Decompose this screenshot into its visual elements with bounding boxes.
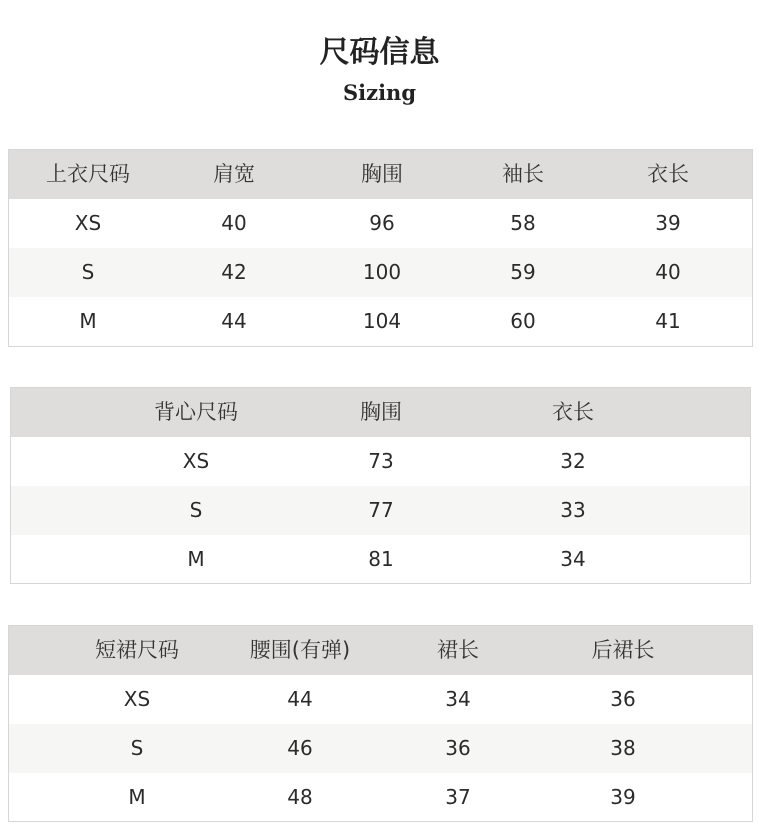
table-cell: 36 xyxy=(610,687,636,711)
column-header: 腰围(有弹) xyxy=(249,638,351,662)
table-row xyxy=(9,248,752,297)
table-cell: 96 xyxy=(369,211,395,235)
column-header: 袖长 xyxy=(502,162,544,186)
table-cell: 48 xyxy=(287,785,313,809)
table-cell: 34 xyxy=(445,687,471,711)
table-row xyxy=(9,773,752,822)
table-cell: 44 xyxy=(287,687,313,711)
table-cell: 40 xyxy=(655,260,681,284)
table-header-row xyxy=(9,150,752,199)
column-header: 衣长 xyxy=(647,162,689,186)
table-row xyxy=(9,297,752,346)
column-header: 短裙尺码 xyxy=(95,638,179,662)
column-header: 后裙长 xyxy=(591,638,655,662)
table-cell: M xyxy=(187,547,205,571)
table-cell: XS xyxy=(74,211,102,235)
column-header: 胸围 xyxy=(360,400,402,424)
table-cell: M xyxy=(128,785,146,809)
table-cell: 60 xyxy=(510,309,536,333)
table-cell: 42 xyxy=(221,260,247,284)
table-cell: 100 xyxy=(362,260,402,284)
table-cell: 73 xyxy=(368,449,394,473)
table-row xyxy=(11,486,750,535)
table-cell: 39 xyxy=(655,211,681,235)
table-row xyxy=(11,535,750,584)
column-header: 衣长 xyxy=(552,400,594,424)
table-cell: 32 xyxy=(560,449,586,473)
table-row xyxy=(9,724,752,773)
table-header-row xyxy=(11,388,750,437)
table-cell: 104 xyxy=(362,309,402,333)
table-cell: 36 xyxy=(445,736,471,760)
table-cell: 40 xyxy=(221,211,247,235)
table-cell: 46 xyxy=(287,736,313,760)
table-cell: 34 xyxy=(560,547,586,571)
table-cell: 81 xyxy=(368,547,394,571)
table-row xyxy=(11,437,750,486)
table-cell: XS xyxy=(123,687,151,711)
table-cell: 37 xyxy=(445,785,471,809)
vest-size-table xyxy=(10,387,751,584)
column-header: 裙长 xyxy=(437,638,479,662)
top-size-table xyxy=(8,149,753,347)
table-cell: S xyxy=(81,260,95,284)
table-row xyxy=(9,199,752,248)
page-subtitle: Sizing xyxy=(343,80,416,105)
table-cell: S xyxy=(130,736,144,760)
table-cell: 39 xyxy=(610,785,636,809)
column-header: 上衣尺码 xyxy=(46,162,130,186)
table-cell: 58 xyxy=(510,211,536,235)
table-cell: 38 xyxy=(610,736,636,760)
skirt-size-table xyxy=(8,625,753,822)
table-cell: S xyxy=(189,498,203,522)
column-header: 背心尺码 xyxy=(154,400,238,424)
table-cell: 41 xyxy=(655,309,681,333)
table-cell: 59 xyxy=(510,260,536,284)
page-title: 尺码信息 xyxy=(319,35,440,70)
table-cell: 33 xyxy=(560,498,586,522)
table-cell: 77 xyxy=(368,498,394,522)
table-header-row xyxy=(9,626,752,675)
table-cell: 44 xyxy=(221,309,247,333)
table-cell: M xyxy=(79,309,97,333)
column-header: 肩宽 xyxy=(213,162,255,186)
table-cell: XS xyxy=(182,449,210,473)
table-row xyxy=(9,675,752,724)
column-header: 胸围 xyxy=(361,162,403,186)
